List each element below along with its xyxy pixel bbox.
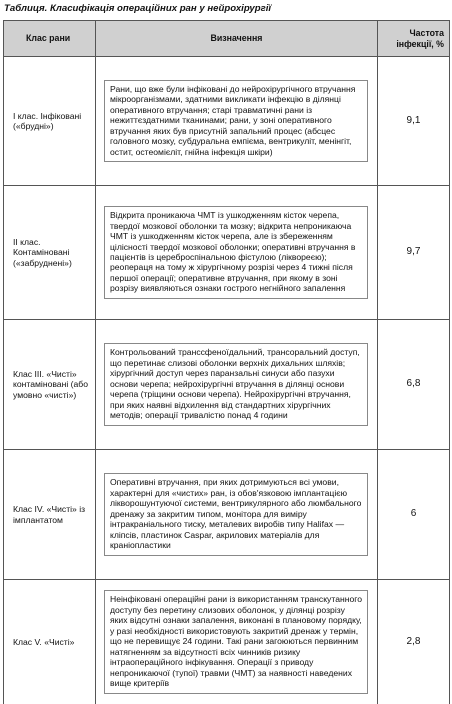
- column-header-frequency: Частота інфекції, %: [378, 21, 450, 57]
- wound-class-cell: Клас III. «Чисті» контаміновані (або умовно «чисті»): [4, 320, 96, 450]
- definition-text: Рани, що вже були інфіковані до нейрохірургічного втручання мікроорганізмами, здатними викликати інфекцію в ділянці оперативного втручання; старі травматичні рани із нежиттєздатними тканинами; рани, у зоні оперативного втручання яких був присутній запальний процес (абсцес головного мозку, субдуральна емпієма, вентрикуліт, менінгіт, остит, остеомієліт, гнійна інфекція шкіри): [104, 80, 368, 162]
- definition-text: Відкрита проникаюча ЧМТ із ушкодженням кісток черепа, твердої мозкової оболонки та мозку; відкрита непроникаюча ЧМТ із ушкодженням кісток черепа, але із збереженням цілісності твердої мозкової оболонки; оперативні втручання в пацієнтів із цереброспінальною фістулою (ліквореєю); реопераця на тому ж хірургічному розрізі через 4 тижні після першої операції; оперативне втручання, при якому в зоні розрізу виявляються ознаки гострого негнійного запалення: [104, 206, 368, 299]
- column-header-class: Клас рани: [4, 21, 96, 57]
- table-row: [4, 580, 450, 704]
- definition-text: Контрольований транссфеноїдальний, трансоральний доступ, що перетинає слизові оболонки верхніх дихальних шляхів; хірургічний доступ через паранзальні синуси або пазухи основи черепа; нейрохірургічні втручання в ділянці основи черепа (тріщини основи черепа). Нейрохірургічні втручання, при яких наявні відхилення від стандартних хірургічних методів; операції тривалістю понад 4 години: [104, 343, 368, 425]
- wound-class-cell: II клас. Контаміновані («забруднені»): [4, 186, 96, 320]
- wound-classification-table: [3, 20, 450, 704]
- definition-cell: [96, 450, 378, 580]
- infection-frequency-cell: 6: [378, 450, 450, 580]
- column-header-definition: Визначення: [96, 21, 378, 57]
- table-row: [4, 450, 450, 580]
- definition-text: Неінфіковані операційні рани із використанням транскутанного доступу без перетину слизових оболонок, у ділянці розрізу яких відсутні ознаки запалення, виконані в плановому порядку, у разі необхідності використовують закритий дренаж у термін, що не перевищує 24 години. Такі рани загоюються первинним натягненням за відсутності всіх чинників ризику інтраопераційного інфікування. Операції з приводу непроникаючої (тупої) травми (ЧМТ) за наявності наведених вище критеріїв: [104, 590, 368, 693]
- definition-cell: [96, 186, 378, 320]
- definition-cell: [96, 320, 378, 450]
- infection-frequency-cell: 6,8: [378, 320, 450, 450]
- table-header-row: [4, 21, 450, 57]
- wound-class-cell: Клас V. «Чисті»: [4, 580, 96, 704]
- definition-cell: [96, 580, 378, 704]
- table-row: [4, 320, 450, 450]
- infection-frequency-cell: 2,8: [378, 580, 450, 704]
- infection-frequency-cell: 9,1: [378, 57, 450, 186]
- wound-class-cell: Клас IV. «Чисті» із імплантатом: [4, 450, 96, 580]
- definition-cell: [96, 57, 378, 186]
- infection-frequency-cell: 9,7: [378, 186, 450, 320]
- table-row: [4, 186, 450, 320]
- table-caption: Таблиця. Класифікація операційних ран у нейрохірургії: [4, 3, 272, 14]
- definition-text: Оперативні втручання, при яких дотримуються всі умови, характерні для «чистих» ран, із обов'язковою імплантацією лікворошунтуючої системи, вентрикулярного або люмбального дренажу за закритим типом, монітора для виміру інтракраніального тиску, металевих виробів типу Halifax — кліпсів, пластинок Caspar, акрилових матеріалів для краніопластики: [104, 473, 368, 555]
- table-row: [4, 57, 450, 186]
- wound-class-cell: I клас. Інфіковані («брудні»): [4, 57, 96, 186]
